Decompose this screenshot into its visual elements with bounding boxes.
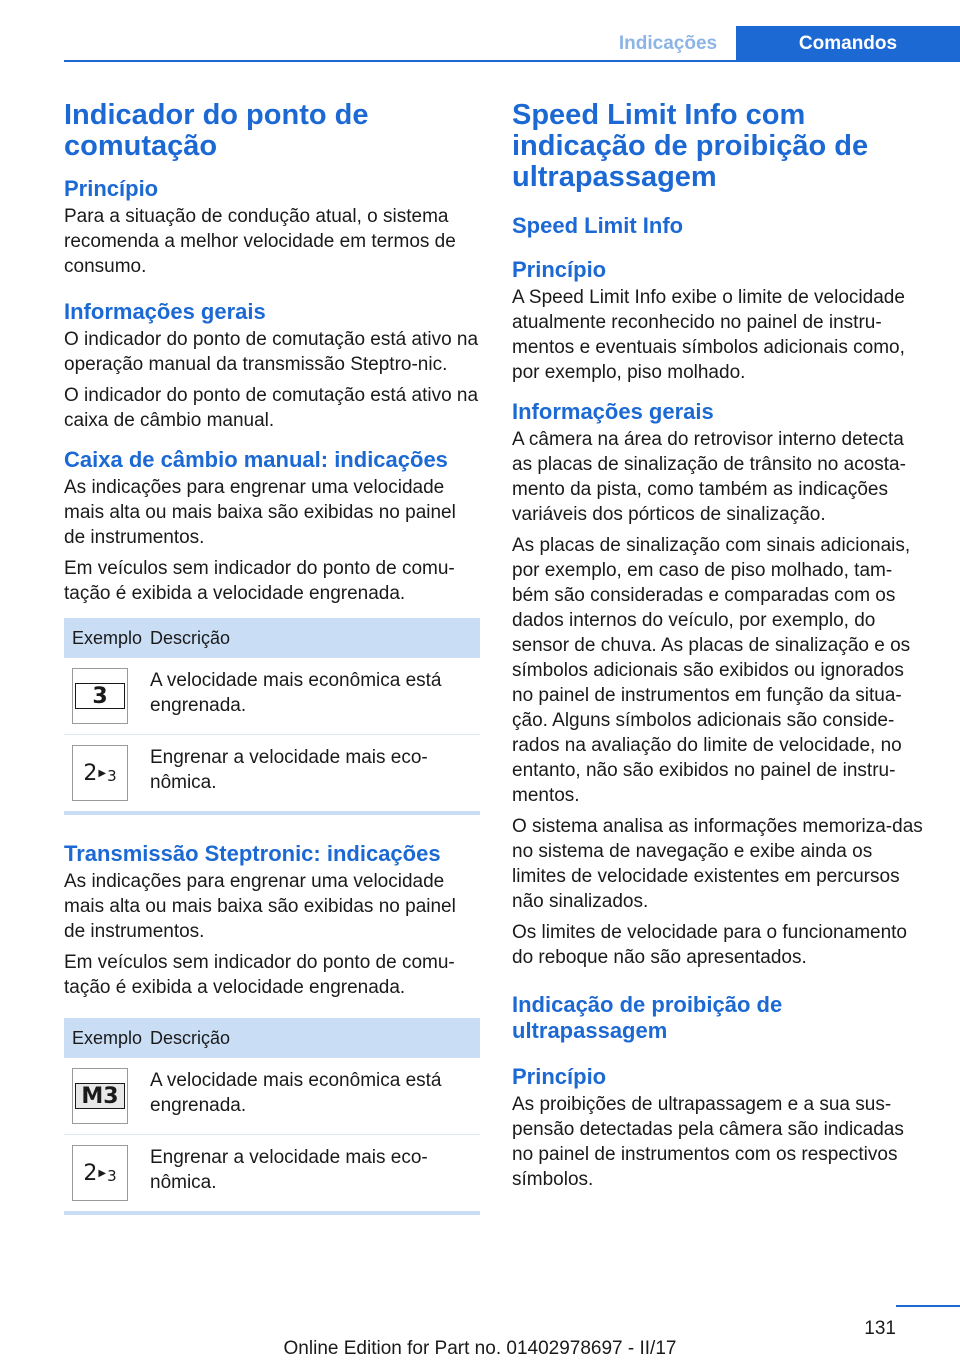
right-column — [512, 100, 928, 1198]
shift-up-icon — [72, 745, 128, 801]
shift-to: 3 — [107, 767, 117, 785]
table-row — [64, 1135, 480, 1211]
heading-steptronic: Transmissão Steptronic: indicações — [64, 841, 441, 866]
paragraph: Os limites de velocidade para o funcionamento do reboque não são apresentados. — [512, 922, 908, 968]
heading-informacoes-gerais: Informações gerais — [64, 299, 266, 324]
paragraph: A câmera na área do retrovisor interno detecta as placas de sinalização de trânsito no acosta‐mento da pista, como também as indicações variáveis dos pórticos de sinalização. — [512, 429, 906, 525]
table-header — [64, 1018, 480, 1058]
page-header — [0, 0, 960, 62]
subheading-speed-limit-info: Speed Limit Info — [512, 213, 684, 238]
section-title-speed-limit-info: Speed Limit Info com indicação de proibição de ultrapassagem — [512, 99, 869, 193]
page-number: 131 — [864, 1318, 896, 1339]
column-header-descricao: Descrição — [150, 1027, 231, 1048]
section-title-shift-indicator: Indicador do ponto de comutação — [64, 99, 369, 162]
table-header — [64, 618, 480, 658]
row-description: A velocidade mais econômica está engrenada. — [150, 1070, 442, 1116]
shift-up-icon — [72, 1145, 128, 1201]
arrow-right-icon: ▶ — [98, 767, 107, 779]
paragraph: Para a situação de condução atual, o sistema recomenda a melhor velocidade em termos de consumo. — [64, 206, 456, 277]
heading-principio: Princípio — [512, 1064, 607, 1089]
gear-indicator-icon — [72, 668, 128, 724]
row-description: Engrenar a velocidade mais eco‐nômica. — [150, 1147, 428, 1193]
paragraph: Em veículos sem indicador do ponto de comu‐tação é exibida a velocidade engrenada. — [64, 952, 455, 998]
column-header-descricao: Descrição — [150, 627, 231, 648]
edition-footer: Online Edition for Part no. 01402978697 - II/17 — [283, 1338, 677, 1359]
tab-indicacoes[interactable]: Indicações — [618, 33, 718, 54]
heading-caixa-cambio-manual: Caixa de câmbio manual: indicações — [64, 447, 448, 472]
row-description: Engrenar a velocidade mais eco‐nômica. — [150, 747, 428, 793]
gear-indicator-icon — [72, 1068, 128, 1124]
paragraph: As indicações para engrenar uma velocidade mais alta ou mais baixa são exibidas no painel de instrumentos. — [64, 477, 456, 548]
paragraph: As proibições de ultrapassagem e a sua sus‐pensão detectadas pela câmera são indicadas no painel de instrumentos com os respectivos símbolos. — [512, 1094, 904, 1190]
paragraph: A Speed Limit Info exibe o limite de velocidade atualmente reconhecido no painel de instru‐mentos e eventuais símbolos adicionais como, por exemplo, piso molhado. — [512, 287, 905, 383]
shift-to: 3 — [107, 1167, 117, 1185]
shift-from: 2 — [83, 1160, 98, 1186]
heading-principio: Princípio — [64, 176, 159, 201]
paragraph: O indicador do ponto de comutação está ativo na caixa de câmbio manual. — [64, 385, 479, 431]
table-row — [64, 1058, 480, 1135]
heading-principio: Princípio — [512, 257, 607, 282]
subheading-overtaking-prohibition: Indicação de proibição de ultrapassagem — [512, 992, 783, 1043]
column-header-exemplo: Exemplo — [72, 1027, 143, 1048]
table-manual-gearbox — [64, 618, 480, 815]
gear-number: M3 — [75, 1083, 125, 1109]
shift-from: 2 — [83, 760, 98, 786]
left-column — [64, 100, 480, 1241]
paragraph: Em veículos sem indicador do ponto de comu‐tação é exibida a velocidade engrenada. — [64, 558, 455, 604]
heading-informacoes-gerais: Informações gerais — [512, 399, 714, 424]
table-steptronic — [64, 1018, 480, 1215]
footer-divider — [896, 1305, 960, 1307]
gear-number: 3 — [75, 683, 125, 709]
paragraph: O indicador do ponto de comutação está ativo na operação manual da transmissão Steptro‐nic. — [64, 329, 479, 375]
tab-comandos[interactable]: Comandos — [736, 26, 960, 62]
paragraph: As placas de sinalização com sinais adicionais, por exemplo, em caso de piso molhado, tam‐bém são consideradas e comparadas com os dados internos do veículo, por exemplo, do sensor de chuva. As placas de sinalização e os símbolos adicionais são exibidos ou ignorados no painel de instrumentos em função da situa‐ção. Alguns símbolos adicionais são conside‐rados na avaliação do limite de velocidade, no entanto, não são exibidos no painel de instru‐mentos. — [512, 535, 911, 806]
table-row — [64, 735, 480, 811]
arrow-right-icon: ▶ — [98, 1167, 107, 1179]
column-header-exemplo: Exemplo — [72, 627, 143, 648]
paragraph: O sistema analisa as informações memoriza‐das no sistema de navegação e exibe ainda os limites de velocidade existentes em percursos não sinalizados. — [512, 816, 923, 912]
row-description: A velocidade mais econômica está engrenada. — [150, 670, 442, 716]
paragraph: As indicações para engrenar uma velocidade mais alta ou mais baixa são exibidas no painel de instrumentos. — [64, 871, 456, 942]
header-divider — [64, 60, 960, 62]
table-row — [64, 658, 480, 735]
